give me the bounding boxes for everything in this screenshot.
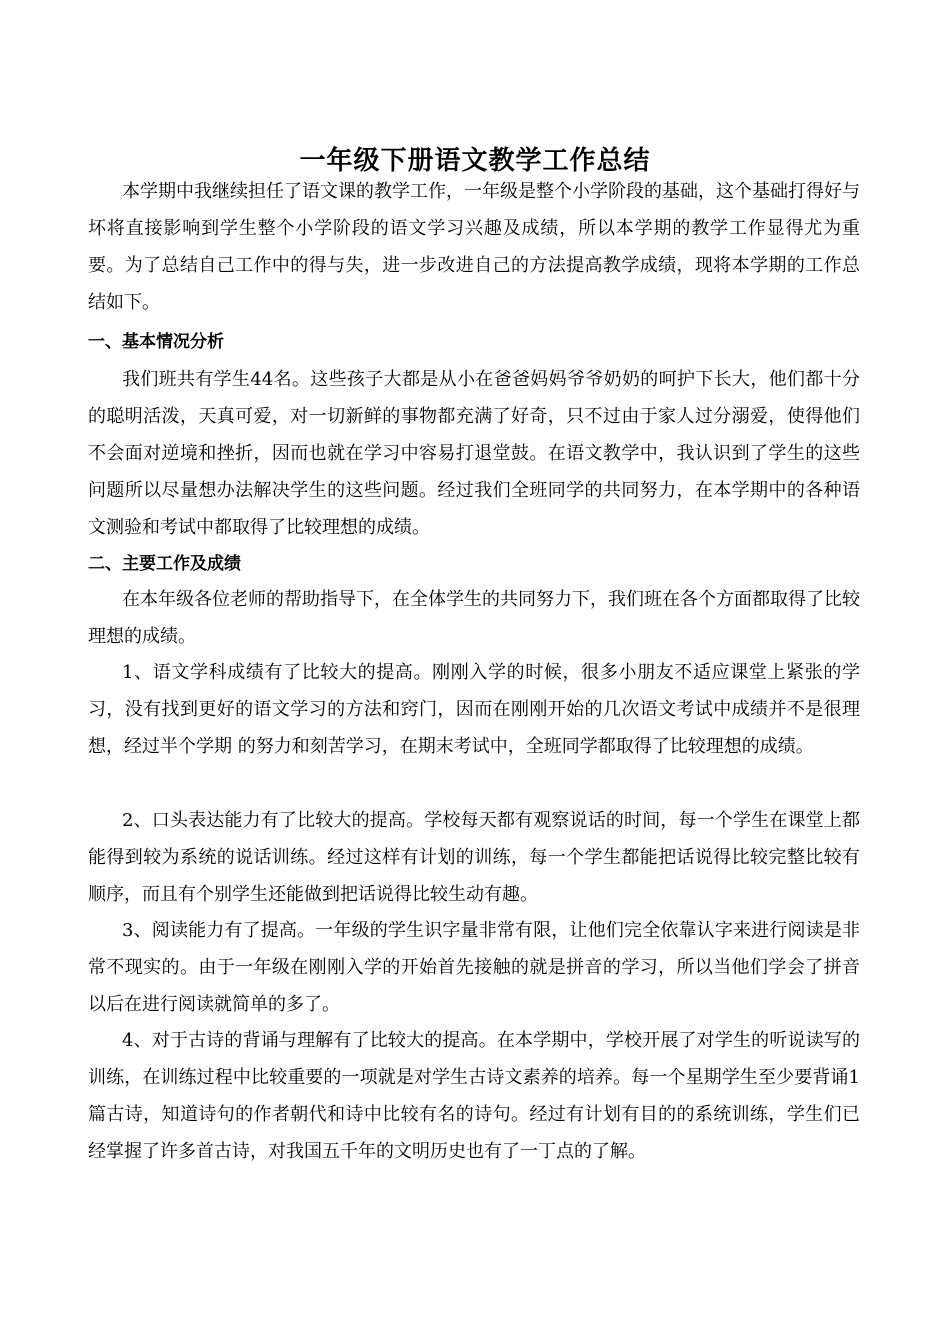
achievement-item-4: 4、对于古诗的背诵与理解有了比较大的提高。在本学期中，学校开展了对学生的听说读写的训练，在训练过程中比较重要的一项就是对学生古诗文素养的培养。每一个星期学生至少要背诵1篇古诗，知道诗句的作者朝代和诗中比较有名的诗句。经过有计划有目的的系统训练，学生们已经掌握了许多首古诗，对我国五千年的文明历史也有了一丁点的了解。 bbox=[88, 1030, 860, 1162]
achievement-item-1: 1、语文学科成绩有了比较大的提高。刚刚入学的时候，很多小朋友不适应课堂上紧张的学习，没有找到更好的语文学习的方法和窍门，因而在刚刚开始的几次语文考试中成绩并不是很理想，经过半个学期 的努力和刻苦学习，在期末考试中，全班同学都取得了比较理想的成绩。 bbox=[88, 662, 860, 757]
achievement-item-2: 2、口头表达能力有了比较大的提高。学校每天都有观察说话的时间，每一个学生在课堂上都能得到较为系统的说话训练。经过这样有计划的训练，每一个学生都能把话说得比较完整比较有顺序，而且有个别学生还能做到把话说得比较生动有趣。 bbox=[88, 810, 860, 905]
main-work-intro-paragraph: 在本年级各位老师的帮助指导下，在全体学生的共同努力下，我们班在各个方面都取得了比较理想的成绩。 bbox=[88, 589, 860, 647]
basic-situation-paragraph: 我们班共有学生44名。这些孩子大都是从小在爸爸妈妈爷爷奶奶的呵护下长大，他们都十分的聪明活泼，天真可爱，对一切新鲜的事物都充满了好奇，只不过由于家人过分溺爱，使得他们不会面对逆境和挫折，因而也就在学习中容易打退堂鼓。在语文教学中，我认识到了学生的这些问题所以尽量想办法解决学生的这些问题。经过我们全班同学的共同努力，在本学期中的各种语文测验和考试中都取得了比较理想的成绩。 bbox=[88, 369, 860, 538]
section-heading-basic-situation: 一、基本情况分析 bbox=[88, 332, 224, 352]
section-heading-main-work: 二、主要工作及成绩 bbox=[88, 554, 241, 574]
achievement-item-3: 3、阅读能力有了提高。一年级的学生识字量非常有限，让他们完全依靠认字来进行阅读是非常不现实的。由于一年级在刚刚入学的开始首先接触的就是拼音的学习，所以当他们学会了拼音以后在进行阅读就简单的多了。 bbox=[88, 920, 860, 1015]
intro-paragraph: 本学期中我继续担任了语文课的教学工作，一年级是整个小学阶段的基础，这个基础打得好与坏将直接影响到学生整个小学阶段的语文学习兴趣及成绩，所以本学期的教学工作显得尤为重要。为了总结自己工作中的得与失，进一步改进自己的方法提高教学成绩，现将本学期的工作总结如下。 bbox=[88, 181, 860, 313]
page-title: 一年级下册语文教学工作总结 bbox=[299, 146, 651, 177]
